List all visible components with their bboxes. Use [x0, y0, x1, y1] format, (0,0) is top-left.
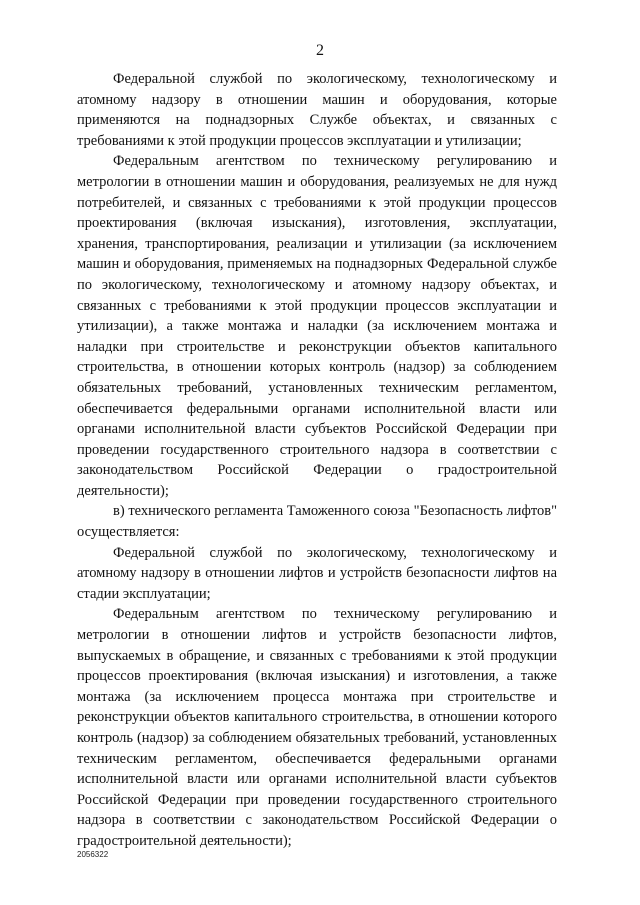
document-code: 2056322: [77, 850, 109, 859]
paragraph-rostekhnadzor-machinery: Федеральной службой по экологическому, технологическому и атомному надзору в отношении машин и оборудования, которые применяются на поднадзорных Службе объектах, и связанных с требованиями к этой продукции процессов эксплуатации и утилизации;: [77, 71, 557, 149]
paragraph-rosstandart-machinery: Федеральным агентством по техническому регулированию и метрологии в отношении машин и оборудования, реализуемых не для нужд потребителей, и связанных с требованиями к этой продукции процессов проектирования (включая изыскания), изготовления, эксплуатации, хранения, транспортирования, реализации и утилизации (за исключением машин и оборудования, применяемых на поднадзорных Федеральной службе по экологическому, технологическому и атомному надзору объектах, и связанных с требованиями к этой продукции процессов эксплуатации и утилизации), а также монтажа и наладки (за исключением монтажа и наладки при строительстве и реконструкции объектов капитального строительства, в отношении которых контроль (надзор) за соблюдением обязательных требований, установленных техническим регламентом, обеспечивается федеральными органами исполнительной власти или органами исполнительной власти субъектов Российской Федерации при проведении государственного строительного надзора в соответствии с законодательством Российской Федерации о градостроительной деятельности);: [77, 153, 557, 499]
document-body: [77, 69, 557, 852]
paragraph-lift-regulation-heading: в) технического регламента Таможенного союза "Безопасность лифтов" осуществляется:: [77, 503, 557, 541]
page-number: 2: [316, 42, 324, 59]
paragraph-rostekhnadzor-lifts: Федеральной службой по экологическому, технологическому и атомному надзору в отношении лифтов и устройств безопасности лифтов на стадии эксплуатации;: [77, 544, 557, 602]
paragraph-rosstandart-lifts: Федеральным агентством по техническому регулированию и метрологии в отношении лифтов и устройств безопасности лифтов, выпускаемых в обращение, и связанных с требованиями к этой продукции процессов проектирования (включая изыскания) и изготовления, а также монтажа (за исключением процесса монтажа при строительстве и реконструкции объектов капитального строительства, в отношении которого контроль (надзор) за соблюдением обязательных требований, установленных техническим регламентом, обеспечивается федеральными органами исполнительной власти или органами исполнительной власти субъектов Российской Федерации при проведении государственного строительного надзора в соответствии с законодательством Российской Федерации о градостроительной деятельности);: [77, 606, 557, 849]
